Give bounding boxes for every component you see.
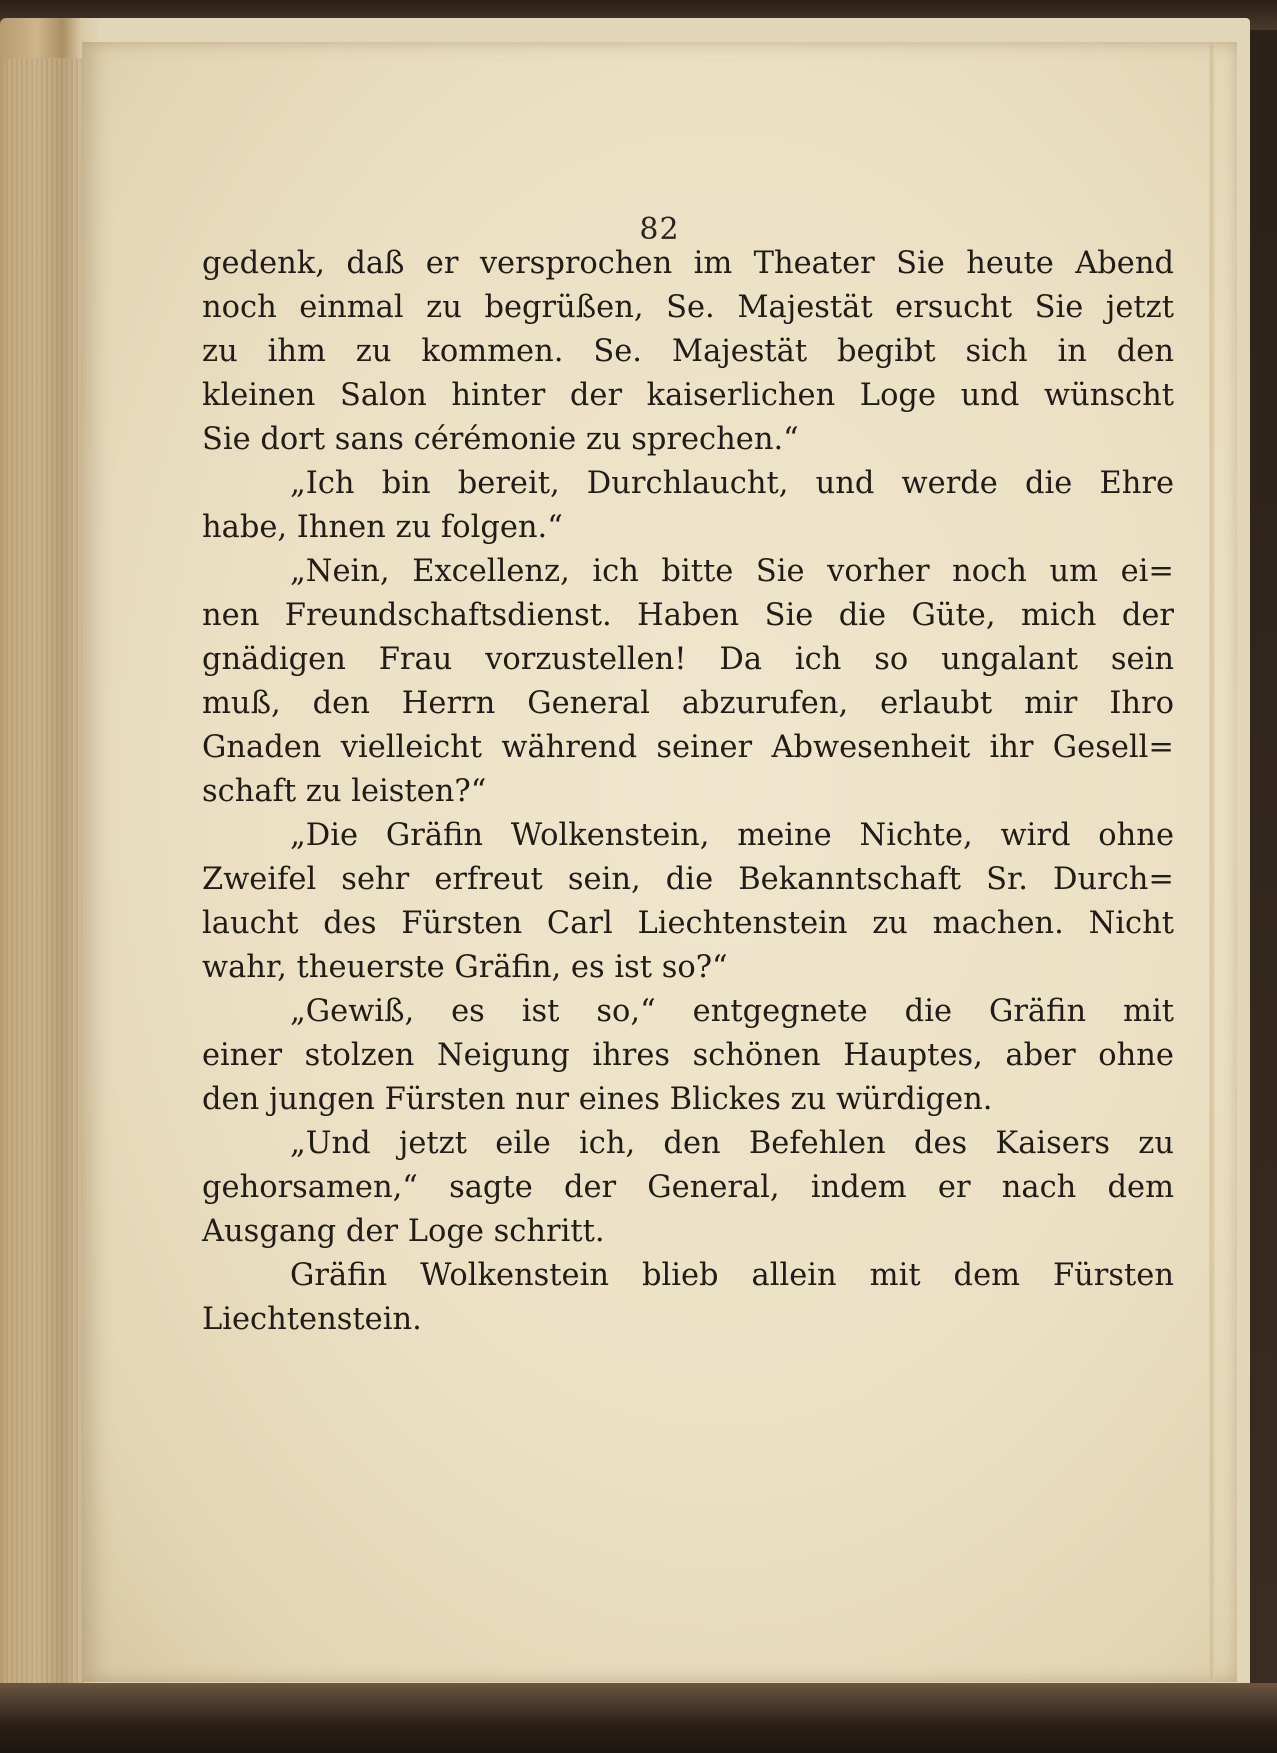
scan-background-bottom [0, 1683, 1277, 1753]
text-line: Sie dort sans cérémonie zu sprechen.“ [202, 422, 799, 457]
text-line: nen Freundschaftsdienst. Haben Sie die Güte, mich der [202, 598, 1174, 633]
text-line: habe, Ihnen zu folgen.“ [202, 510, 563, 545]
text-line: gedenk, daß er versprochen im Theater Sie heute Abend [202, 246, 1174, 281]
text-line: „Die Gräfin Wolkenstein, meine Nichte, wird ohne [290, 818, 1174, 853]
text-line: einer stolzen Neigung ihres schönen Hauptes, aber ohne [202, 1038, 1174, 1073]
text-line: „Und jetzt eile ich, den Befehlen des Kaisers zu [290, 1126, 1174, 1161]
body-text [202, 242, 1174, 1342]
text-line: „Nein, Excellenz, ich bitte Sie vorher noch um ei= [290, 554, 1174, 589]
text-line: Ausgang der Loge schritt. [202, 1214, 605, 1249]
text-line: laucht des Fürsten Carl Liechtenstein zu machen. Nicht [202, 906, 1174, 941]
text-line: „Ich bin bereit, Durchlaucht, und werde die Ehre [290, 466, 1174, 501]
text-line: wahr, theuerste Gräfin, es ist so?“ [202, 950, 728, 985]
text-line: Zweifel sehr erfreut sein, die Bekanntschaft Sr. Durch= [202, 862, 1174, 897]
text-line: Liechtenstein. [202, 1302, 422, 1337]
text-line: zu ihm zu kommen. Se. Majestät begibt sich in den [202, 334, 1174, 369]
text-line: gnädigen Frau vorzustellen! Da ich so ungalant sein [202, 642, 1174, 677]
text-line: gehorsamen,“ sagte der General, indem er nach dem [202, 1170, 1174, 1205]
text-line: kleinen Salon hinter der kaiserlichen Loge und wünscht [202, 378, 1174, 413]
text-line: den jungen Fürsten nur eines Blickes zu würdigen. [202, 1082, 993, 1117]
text-line: schaft zu leisten?“ [202, 774, 487, 809]
text-line: Gräfin Wolkenstein blieb allein mit dem Fürsten [290, 1258, 1174, 1293]
text-line: Gnaden vielleicht während seiner Abwesenheit ihr Gesell= [202, 730, 1174, 765]
page-edges [4, 58, 84, 1708]
text-line: „Gewiß, es ist so,“ entgegnete die Gräfin mit [290, 994, 1174, 1029]
text-line: muß, den Herrn General abzurufen, erlaubt mir Ihro [202, 686, 1174, 721]
page-fold-shadow [1209, 42, 1215, 1682]
text-line: noch einmal zu begrüßen, Se. Majestät ersucht Sie jetzt [202, 290, 1174, 325]
page-number: 82 [639, 212, 680, 247]
